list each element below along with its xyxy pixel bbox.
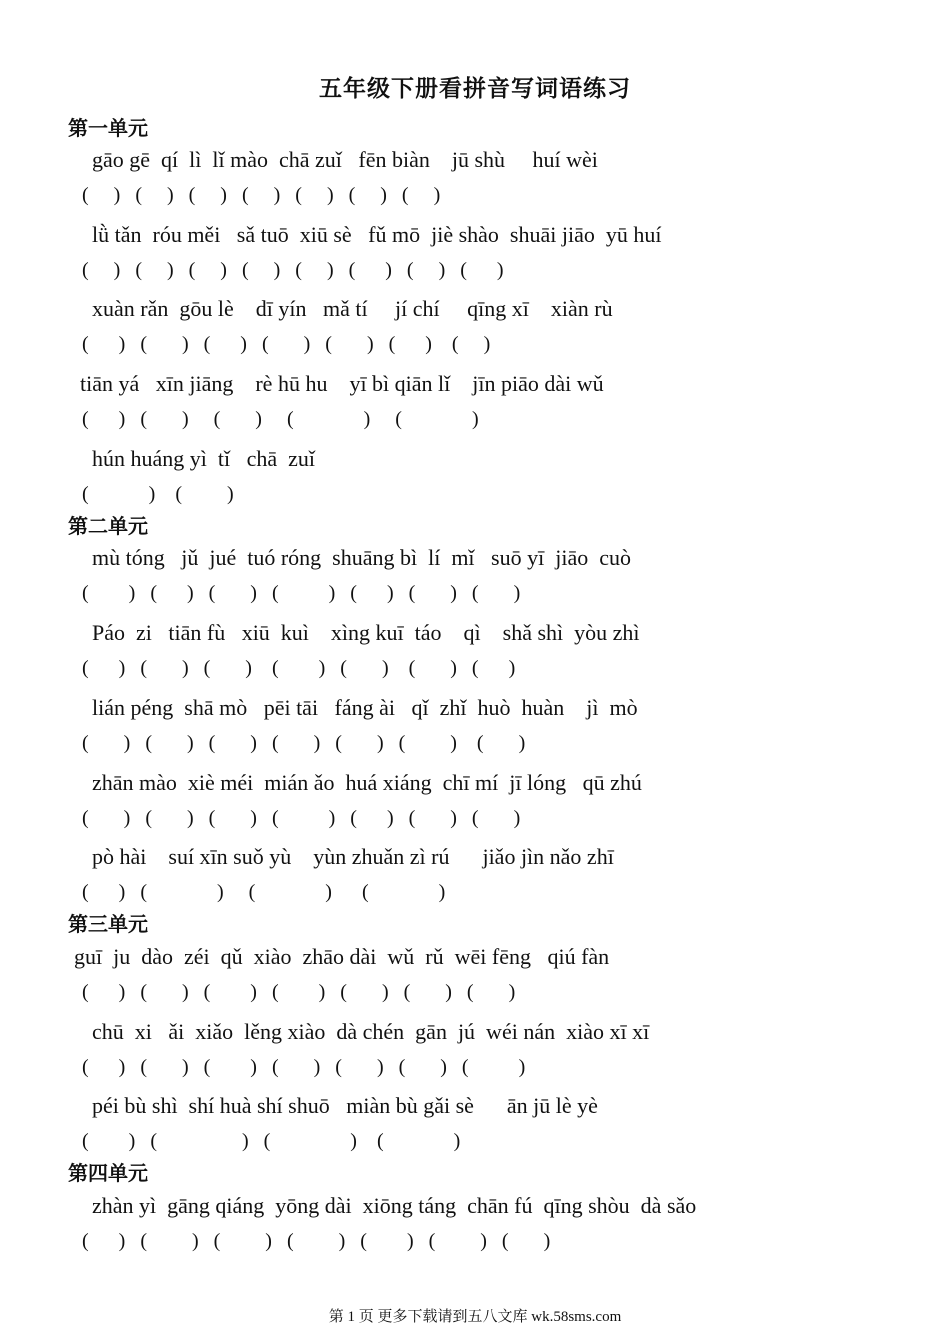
answer-blanks: ( ) ( ) ( ) ( ) ( ) ( ) ( ) [82, 732, 526, 754]
answer-blanks: ( ) ( ) ( ) ( ) ( ) ( ) ( ) [82, 184, 441, 206]
pinyin-line: tiān yá xīn jiāng rè hū hu yī bì qiān lǐ jīn piāo dài wǔ [80, 371, 604, 396]
pinyin-line: Páo zi tiān fù xiū kuì xìng kuī táo qì shǎ shì yòu zhì [92, 620, 640, 645]
pinyin-line: zhàn yì gāng qiáng yōng dài xiōng táng chān fú qīng shòu dà sǎo [92, 1193, 697, 1218]
pinyin-line: chū xi ǎi xiǎo lěng xiào dà chén gān jú wéi nán xiào xī xī [92, 1019, 650, 1044]
unit-heading: 第三单元 [68, 912, 148, 936]
answer-blanks: ( ) ( ) ( ) ( ) ( ) ( ) ( ) [82, 981, 516, 1003]
page-title: 五年级下册看拼音写词语练习 [319, 76, 631, 101]
unit-heading: 第二单元 [68, 514, 148, 538]
answer-blanks: ( ) ( ) ( ) ( ) [82, 881, 446, 903]
answer-blanks: ( ) ( ) ( ) ( ) ( ) [82, 408, 479, 430]
answer-blanks: ( ) ( ) ( ) ( ) ( ) ( ) ( ) [82, 582, 521, 604]
unit-heading: 第四单元 [68, 1161, 148, 1185]
pinyin-line: hún huáng yì tǐ chā zuǐ [92, 446, 316, 471]
pinyin-line: xuàn rǎn gōu lè dī yín mǎ tí jí chí qīng xī xiàn rù [92, 296, 613, 321]
answer-blanks: ( ) ( ) [82, 483, 234, 505]
answer-blanks: ( ) ( ) ( ) ( ) ( ) ( ) ( ) [82, 657, 516, 679]
answer-blanks: ( ) ( ) ( ) ( ) ( ) ( ) ( ) [82, 333, 491, 355]
pinyin-line: lǜ tǎn róu měi sǎ tuō xiū sè fǔ mō jiè shào shuāi jiāo yū huí [92, 222, 662, 247]
pinyin-line: pò hài suí xīn suǒ yù yùn zhuǎn zì rú jiǎo jìn nǎo zhī [92, 844, 614, 869]
unit-heading: 第一单元 [68, 116, 148, 140]
answer-blanks: ( ) ( ) ( ) ( ) [82, 1130, 461, 1152]
answer-blanks: ( ) ( ) ( ) ( ) ( ) ( ) ( ) ( ) [82, 259, 504, 281]
pinyin-line: guī ju dào zéi qǔ xiào zhāo dài wǔ rǔ wēi fēng qiú fàn [74, 944, 610, 969]
answer-blanks: ( ) ( ) ( ) ( ) ( ) ( ) ( ) [82, 807, 521, 829]
pinyin-line: zhān mào xiè méi mián ǎo huá xiáng chī mí jī lóng qū zhú [92, 770, 642, 795]
pinyin-line: gāo gē qí lì lǐ mào chā zuǐ fēn biàn jū shù huí wèi [92, 147, 598, 172]
page-footer: 第 1 页 更多下载请到五八文库 wk.58sms.com [328, 1309, 622, 1325]
answer-blanks: ( ) ( ) ( ) ( ) ( ) ( ) ( ) [82, 1056, 526, 1078]
pinyin-line: lián péng shā mò pēi tāi fáng ài qǐ zhǐ huò huàn jì mò [92, 695, 638, 720]
pinyin-line: péi bù shì shí huà shí shuō miàn bù gǎi sè ān jū lè yè [92, 1093, 598, 1118]
pinyin-line: mù tóng jǔ jué tuó róng shuāng bì lí mǐ suō yī jiāo cuò [92, 545, 631, 570]
answer-blanks: ( ) ( ) ( ) ( ) ( ) ( ) ( ) [82, 1230, 551, 1252]
